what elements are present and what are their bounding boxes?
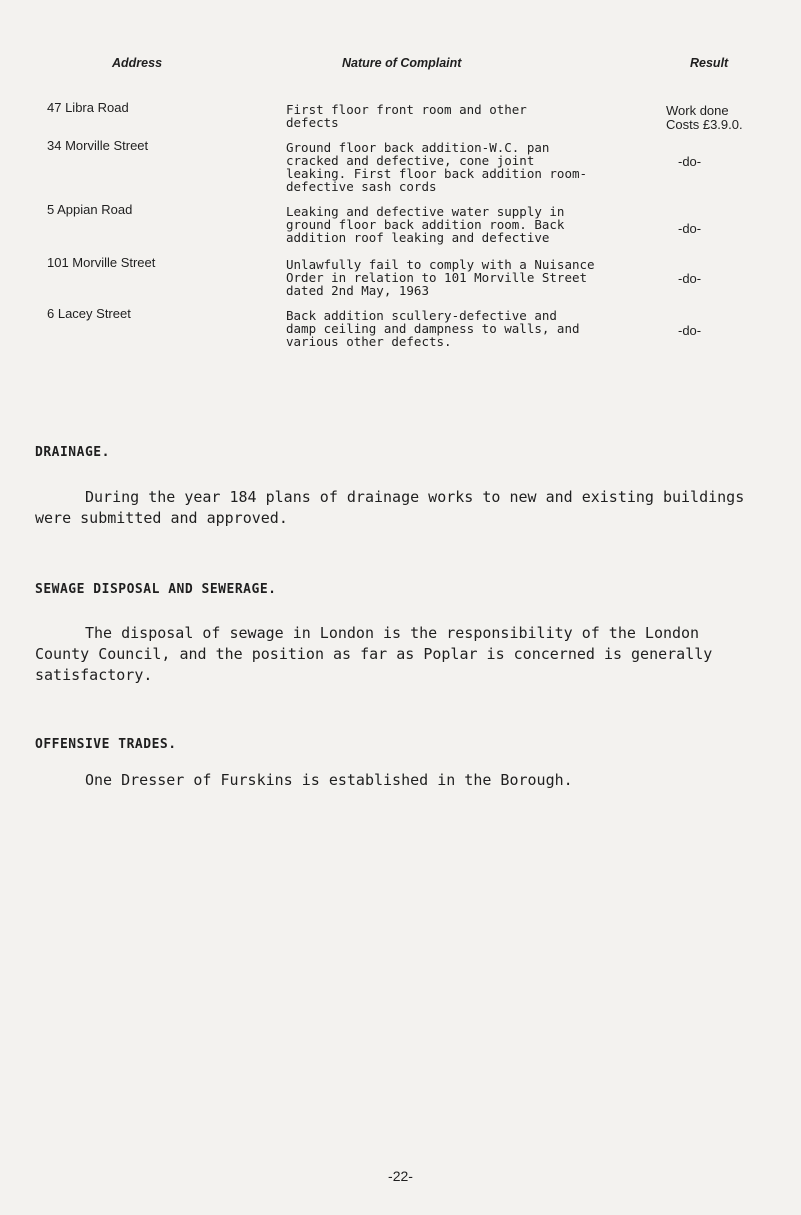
- sewage-heading: SEWAGE DISPOSAL AND SEWERAGE.: [35, 582, 277, 597]
- row-5-address: 6 Lacey Street: [47, 306, 131, 321]
- row-3-nature-line-3: addition roof leaking and defective: [286, 230, 550, 245]
- row-5-nature-line-2: damp ceiling and dampness to walls, and: [286, 321, 580, 336]
- row-2-nature-line-3: leaking. First floor back addition room-: [286, 166, 588, 181]
- column-header-nature: Nature of Complaint: [342, 56, 462, 70]
- row-3-nature-line-1: Leaking and defective water supply in: [286, 204, 565, 219]
- row-4-nature-line-2: Order in relation to 101 Morville Street: [286, 270, 588, 285]
- row-2-result: -do-: [678, 154, 702, 169]
- offensive-trades-text: One Dresser of Furskins is established in the Borough.: [85, 771, 573, 789]
- row-5-nature: [286, 309, 646, 348]
- row-1-nature: [286, 103, 646, 129]
- row-1-result-line-2: Costs £3.9.0.: [666, 117, 743, 132]
- drainage-heading: DRAINAGE.: [35, 445, 110, 460]
- row-4-nature-line-3: dated 2nd May, 1963: [286, 283, 429, 298]
- row-5-result: -do-: [678, 323, 702, 338]
- row-3-nature: [286, 205, 646, 244]
- row-4-nature: [286, 258, 646, 297]
- row-1-result-line-1: Work done: [666, 103, 729, 118]
- row-4-address: 101 Morville Street: [47, 255, 156, 270]
- row-3-result: -do-: [678, 221, 702, 236]
- column-header-address: Address: [112, 56, 163, 70]
- row-2-address: 34 Morville Street: [47, 138, 149, 153]
- row-4-nature-line-1: Unlawfully fail to comply with a Nuisance: [286, 257, 595, 272]
- row-5-nature-line-1: Back addition scullery-defective and: [286, 308, 557, 323]
- offensive-trades-heading: OFFENSIVE TRADES.: [35, 737, 177, 752]
- row-1-nature-line-2: defects: [286, 115, 339, 130]
- row-1-result: [666, 104, 743, 132]
- row-5-nature-line-3: various other defects.: [286, 334, 452, 349]
- row-2-nature-line-4: defective sash cords: [286, 179, 437, 194]
- row-2-nature: [286, 141, 646, 193]
- row-2-nature-line-1: Ground floor back addition-W.C. pan: [286, 140, 550, 155]
- drainage-text: During the year 184 plans of drainage works to new and existing buildings were submitted and approved.: [35, 488, 745, 527]
- row-3-nature-line-2: ground floor back addition room. Back: [286, 217, 565, 232]
- row-3-address: 5 Appian Road: [47, 202, 133, 217]
- row-2-nature-line-2: cracked and defective, cone joint: [286, 153, 535, 168]
- row-1-address: 47 Libra Road: [47, 100, 129, 115]
- page-number: -22-: [388, 1168, 413, 1184]
- row-1-nature-line-1: First floor front room and other: [286, 102, 527, 117]
- row-4-result: -do-: [678, 271, 702, 286]
- sewage-text: The disposal of sewage in London is the responsibility of the London County Council, and the position as far as Poplar is concerned is generally satisfactory.: [35, 624, 713, 684]
- column-header-result: Result: [690, 56, 729, 70]
